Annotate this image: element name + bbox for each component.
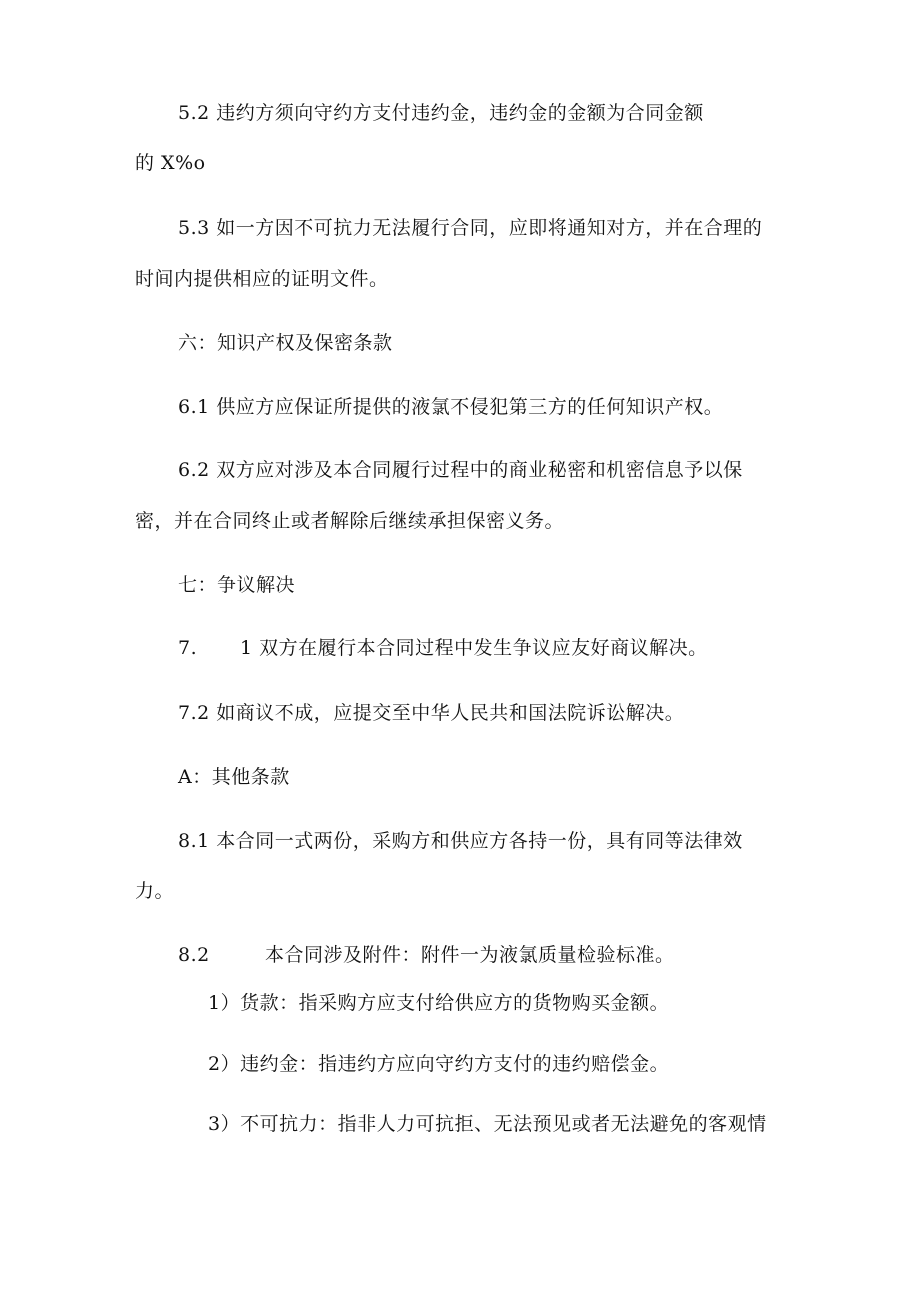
clause-5-2-line-2: 的 X%o — [135, 152, 206, 174]
clause-5-2-line-1: 5.2 违约方须向守约方支付违约金，违约金的金额为合同金额 — [178, 102, 704, 124]
definition-2-line: 2）违约金：指违约方应向守约方支付的违约赔偿金。 — [208, 1053, 670, 1075]
section-7-heading: 七：争议解决 — [178, 574, 296, 596]
clause-8-2-text: 本合同涉及附件：附件一为液氯质量检验标准。 — [265, 944, 675, 966]
definition-1-line: 1）货款：指采购方应支付给供应方的货物购买金额。 — [208, 992, 670, 1014]
clause-6-2-line-2: 密，并在合同终止或者解除后继续承担保密义务。 — [135, 510, 565, 532]
clause-6-1-line: 6.1 供应方应保证所提供的液氯不侵犯第三方的任何知识产权。 — [178, 396, 724, 418]
definition-3-line: 3）不可抗力：指非人力可抗拒、无法预见或者无法避免的客观情 — [208, 1113, 767, 1135]
section-6-heading: 六：知识产权及保密条款 — [178, 332, 393, 354]
clause-7-1-number: 7. — [178, 637, 198, 659]
clause-7-1-text: 1 双方在履行本合同过程中发生争议应友好商议解决。 — [240, 637, 708, 659]
section-8-heading: A：其他条款 — [178, 766, 290, 788]
clause-8-1-line-2: 力。 — [135, 880, 175, 902]
clause-6-2-line-1: 6.2 双方应对涉及本合同履行过程中的商业秘密和机密信息予以保 — [178, 459, 743, 481]
clause-7-2-line: 7.2 如商议不成，应提交至中华人民共和国法院诉讼解决。 — [178, 702, 685, 724]
clause-5-3-line-2: 时间内提供相应的证明文件。 — [135, 268, 389, 290]
clause-5-3-line-1: 5.3 如一方因不可抗力无法履行合同，应即将通知对方，并在合理的 — [178, 217, 763, 239]
clause-8-2-number: 8.2 — [178, 944, 210, 966]
clause-8-1-line-1: 8.1 本合同一式两份，采购方和供应方各持一份，具有同等法律效 — [178, 830, 743, 852]
